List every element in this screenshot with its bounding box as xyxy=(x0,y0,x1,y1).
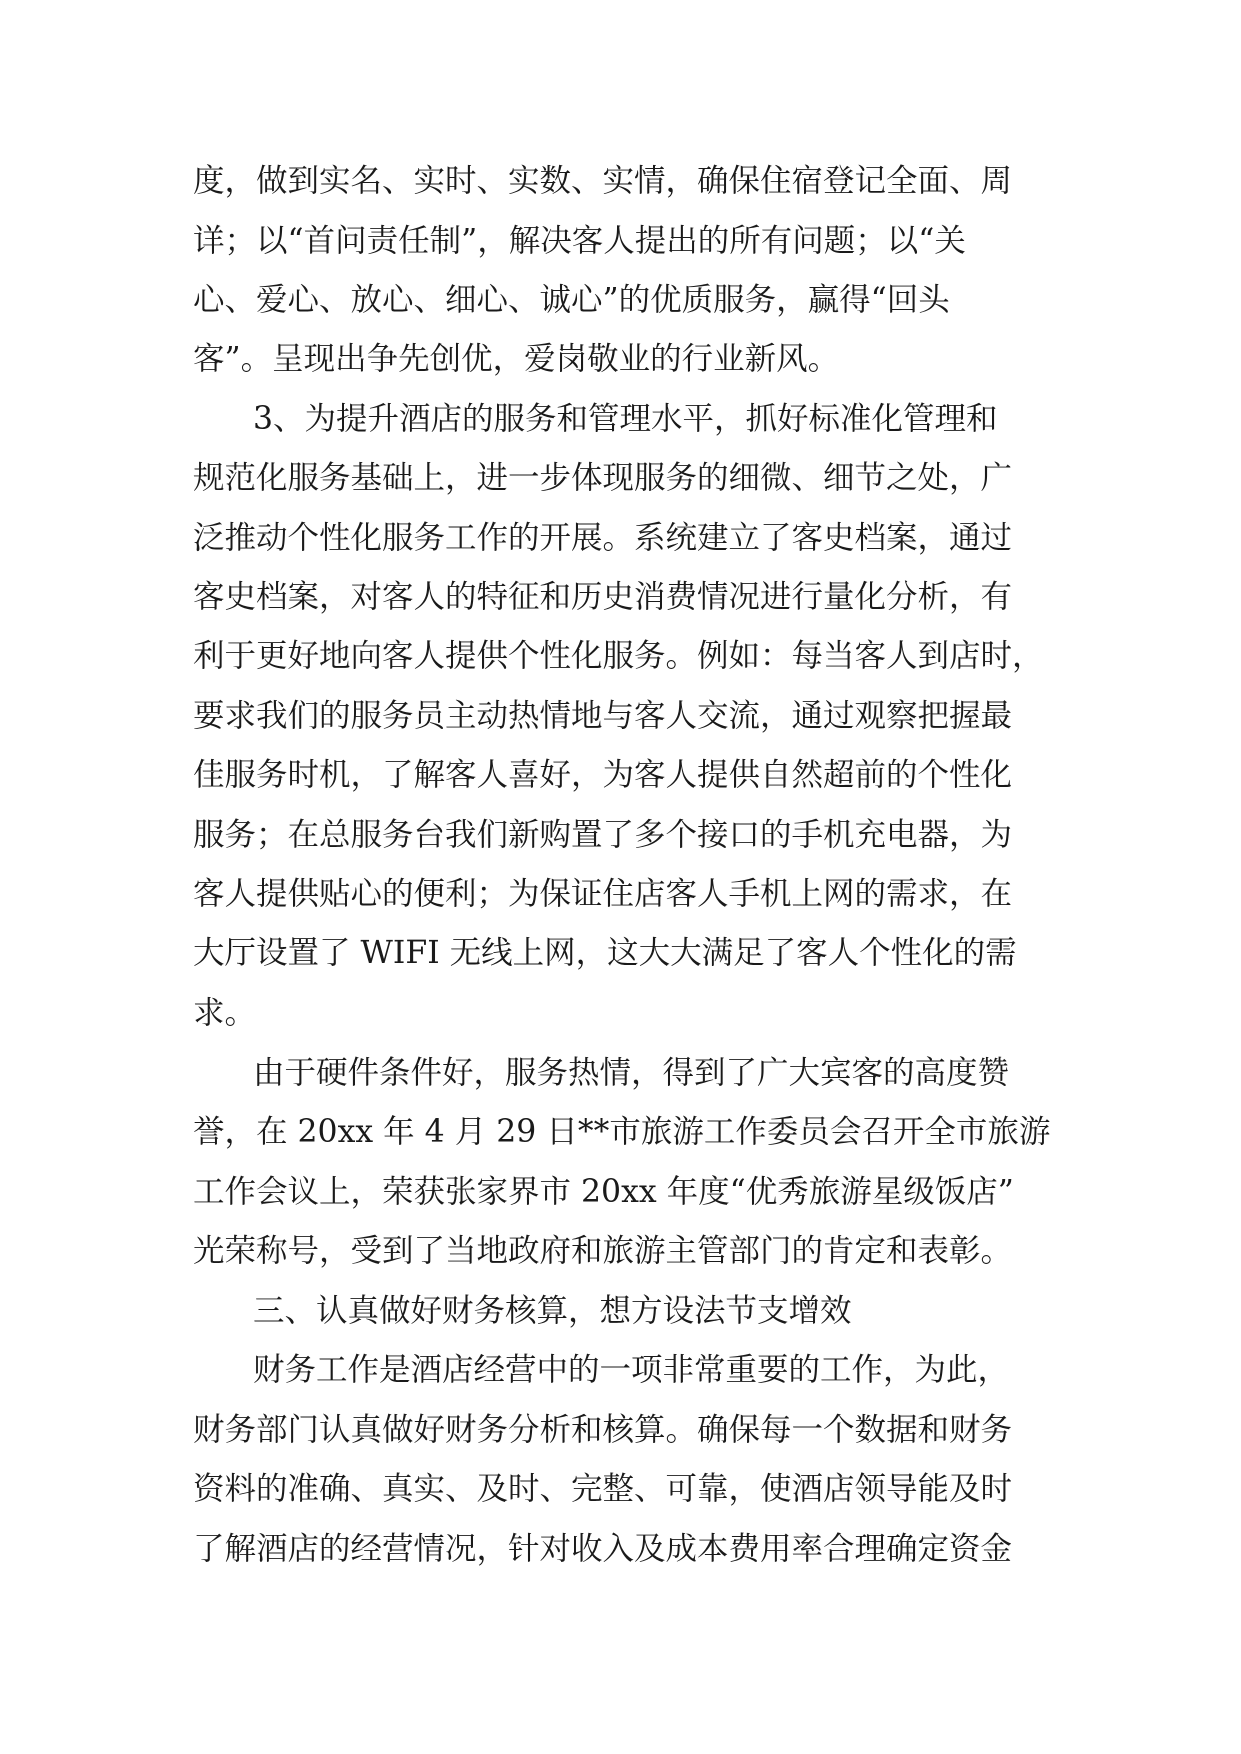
paragraph-first-line: 财务工作是酒店经营中的一项非常重要的工作，为此， xyxy=(253,1352,1010,1388)
text-line: 规范化服务基础上，进一步体现服务的细微、细节之处，广 xyxy=(193,460,1013,496)
text-line: 财务部门认真做好财务分析和核算。确保每一个数据和财务 xyxy=(193,1412,1013,1448)
text-line: 誉，在 20xx 年 4 月 29 日**市旅游工作委员会召开全市旅游 xyxy=(193,1114,1051,1150)
text-line: 泛推动个性化服务工作的开展。系统建立了客史档案，通过 xyxy=(193,520,1013,556)
text-line: 度，做到实名、实时、实数、实情，确保住宿登记全面、周 xyxy=(193,163,1013,199)
text-line: 客人提供贴心的便利；为保证住店客人手机上网的需求，在 xyxy=(193,876,1013,912)
text-line: 了解酒店的经营情况，针对收入及成本费用率合理确定资金 xyxy=(193,1531,1013,1567)
text-line: 利于更好地向客人提供个性化服务。例如：每当客人到店时， xyxy=(193,638,1044,674)
text-line: 大厅设置了 WIFI 无线上网，这大大满足了客人个性化的需 xyxy=(193,935,1017,971)
text-line: 佳服务时机，了解客人喜好，为客人提供自然超前的个性化 xyxy=(193,757,1013,793)
text-line: 要求我们的服务员主动热情地与客人交流，通过观察把握最 xyxy=(193,698,1013,734)
text-line: 心、爱心、放心、细心、诚心”的优质服务，赢得“回头 xyxy=(193,282,950,318)
text-line: 工作会议上，荣获张家界市 20xx 年度“优秀旅游星级饭店” xyxy=(193,1174,1014,1210)
text-line: 详；以“首问责任制”，解决客人提出的所有问题；以“关 xyxy=(193,223,966,259)
text-line: 光荣称号，受到了当地政府和旅游主管部门的肯定和表彰。 xyxy=(193,1233,1013,1269)
text-line: 求。 xyxy=(193,995,257,1031)
text-line: 资料的准确、真实、及时、完整、可靠，使酒店领导能及时 xyxy=(193,1471,1013,1507)
paragraph-first-line: 由于硬件条件好，服务热情，得到了广大宾客的高度赞 xyxy=(253,1055,1010,1091)
text-line: 客”。呈现出争先创优，爱岗敬业的行业新风。 xyxy=(193,341,840,377)
text-line: 客史档案，对客人的特征和历史消费情况进行量化分析，有 xyxy=(193,579,1013,615)
text-line: 服务；在总服务台我们新购置了多个接口的手机充电器，为 xyxy=(193,817,1013,853)
paragraph-first-line: 3、为提升酒店的服务和管理水平，抓好标准化管理和 xyxy=(253,401,998,437)
section-heading: 三、认真做好财务核算，想方设法节支增效 xyxy=(253,1293,852,1329)
